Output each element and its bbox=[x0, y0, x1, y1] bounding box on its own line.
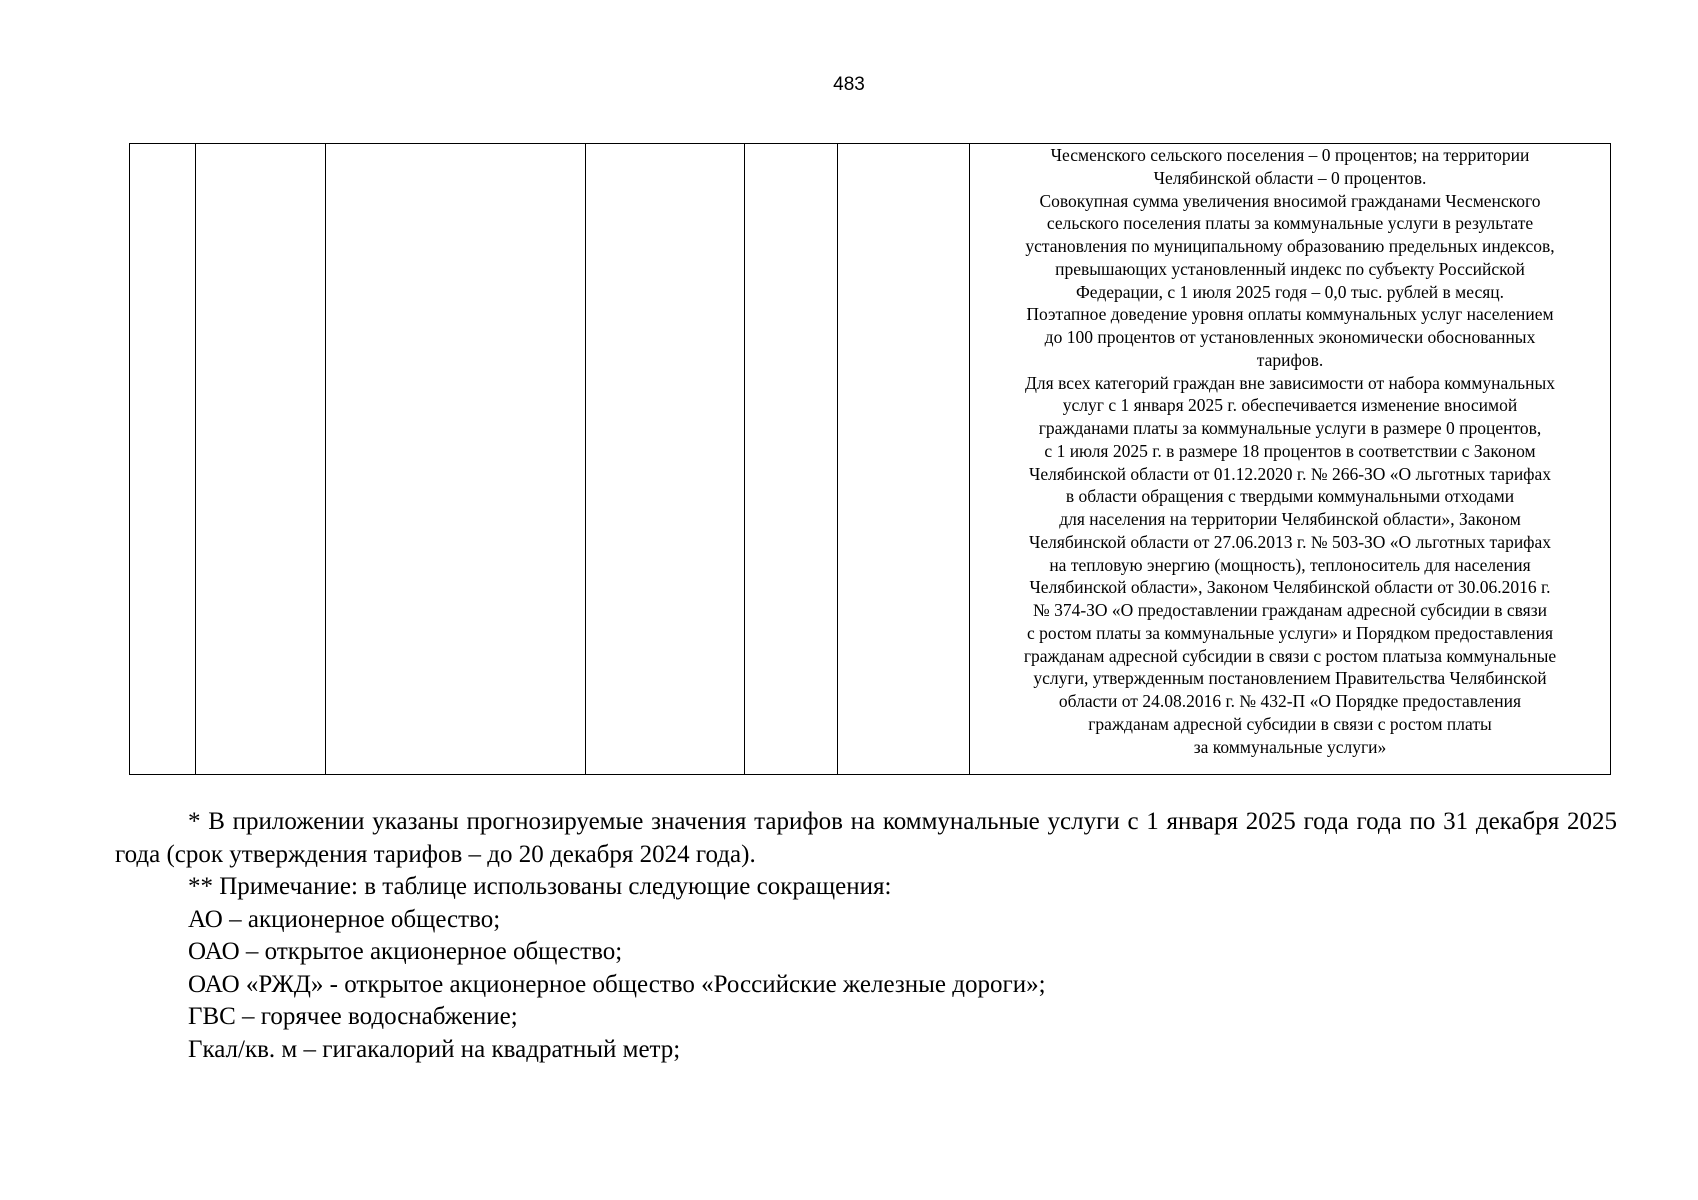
footnote-forecast-note: * В приложении указаны прогнозируемые значения тарифов на коммунальные услуги с 1 января 2025 года года по 31 декабря 2025 года (срок утверждения тарифов – до 20 декабря 2024 года). bbox=[115, 808, 1617, 868]
cell-text-line: сельского поселения платы за коммунальные услуги в результате bbox=[1046, 213, 1534, 234]
cell-text-line: Челябинской области», Законом Челябинской области от 30.06.2016 г. bbox=[1029, 577, 1551, 598]
footnote-abbreviations-heading: ** Примечание: в таблице использованы следующие сокращения: bbox=[188, 873, 892, 900]
table-cell-col-2 bbox=[196, 144, 326, 775]
table-cell-col-4 bbox=[586, 144, 745, 775]
cell-text-line: Поэтапное доведение уровня оплаты коммунальных услуг населением bbox=[1026, 304, 1554, 325]
cell-text-line: Челябинской области от 27.06.2013 г. № 503-ЗО «О льготных тарифах bbox=[1028, 531, 1552, 552]
cell-text-line: с 1 июля 2025 г. в размере 18 процентов в соответствии с Законом bbox=[1044, 440, 1536, 461]
abbreviation-item: АО – акционерное общество; bbox=[188, 905, 501, 933]
cell-text-line: Федерации, с 1 июля 2025 годя – 0,0 тыс. рублей в месяц. bbox=[1075, 281, 1505, 302]
cell-text-line: Челябинской области – 0 процентов. bbox=[1153, 167, 1427, 188]
cell-text-line: гражданами платы за коммунальные услуги в размере 0 процентов, bbox=[1038, 418, 1542, 438]
cell-text-line: за коммунальные услуги» bbox=[1193, 736, 1387, 757]
table-cell-col-5 bbox=[745, 144, 838, 775]
cell-text-line: Для всех категорий граждан вне зависимости от набора коммунальных bbox=[1024, 372, 1556, 393]
cell-text-line: гражданам адресной субсидии в связи с ростом платыза коммунальные bbox=[1023, 645, 1557, 666]
tariff-table bbox=[129, 143, 1611, 775]
table-cell-col-6 bbox=[838, 144, 970, 775]
cell-text-line: услуги, утвержденным постановлением Правительства Челябинской bbox=[1033, 668, 1547, 689]
cell-text-line: на тепловую энергию (мощность), теплоноситель для населения bbox=[1049, 554, 1531, 575]
cell-text-line: установления по муниципальному образованию предельных индексов, bbox=[1025, 236, 1555, 256]
page-number: 483 bbox=[833, 74, 865, 95]
cell-text-line: гражданам адресной субсидии в связи с ростом платы bbox=[1088, 713, 1492, 734]
table-cell-col-3 bbox=[326, 144, 586, 775]
abbreviation-item: ГВС – горячее водоснабжение; bbox=[188, 1003, 518, 1030]
cell-text-line: Челябинской области от 01.12.2020 г. № 266-ЗО «О льготных тарифах bbox=[1028, 463, 1552, 484]
cell-text-line: Чесменского сельского поселения – 0 процентов; на территории bbox=[1050, 145, 1530, 165]
abbreviation-item: Гкал/кв. м – гигакалорий на квадратный метр; bbox=[188, 1035, 681, 1063]
cell-text-line: № 374-ЗО «О предоставлении гражданам адресной субсидии в связи bbox=[1033, 600, 1547, 620]
footnotes bbox=[115, 806, 1617, 1066]
table-cell-col-1 bbox=[130, 144, 196, 775]
cell-text-line: Совокупная сумма увеличения вносимой гражданами Чесменского bbox=[1039, 190, 1541, 211]
table-cell-measures-text bbox=[970, 144, 1611, 775]
cell-text-line: услуг с 1 января 2025 г. обеспечивается изменение вносимой bbox=[1062, 395, 1518, 416]
cell-text-line: для населения на территории Челябинской области», Законом bbox=[1059, 509, 1521, 529]
cell-text-line: с ростом платы за коммунальные услуги» и Порядком предоставления bbox=[1027, 622, 1553, 643]
cell-text-line: превышающих установленный индекс по субъекту Российской bbox=[1055, 258, 1525, 279]
cell-text-line: до 100 процентов от установленных экономически обоснованных bbox=[1044, 327, 1536, 347]
cell-text-line: области от 24.08.2016 г. № 432-П «О Порядке предоставления bbox=[1058, 691, 1522, 711]
cell-text-line: в области обращения с твердыми коммунальными отходами bbox=[1065, 486, 1515, 507]
table-row bbox=[130, 144, 1611, 775]
abbreviation-item: ОАО – открытое акционерное общество; bbox=[188, 938, 623, 965]
abbreviation-item: ОАО «РЖД» - открытое акционерное общество «Российские железные дороги»; bbox=[188, 970, 1046, 998]
cell-text-line: тарифов. bbox=[1256, 349, 1324, 370]
